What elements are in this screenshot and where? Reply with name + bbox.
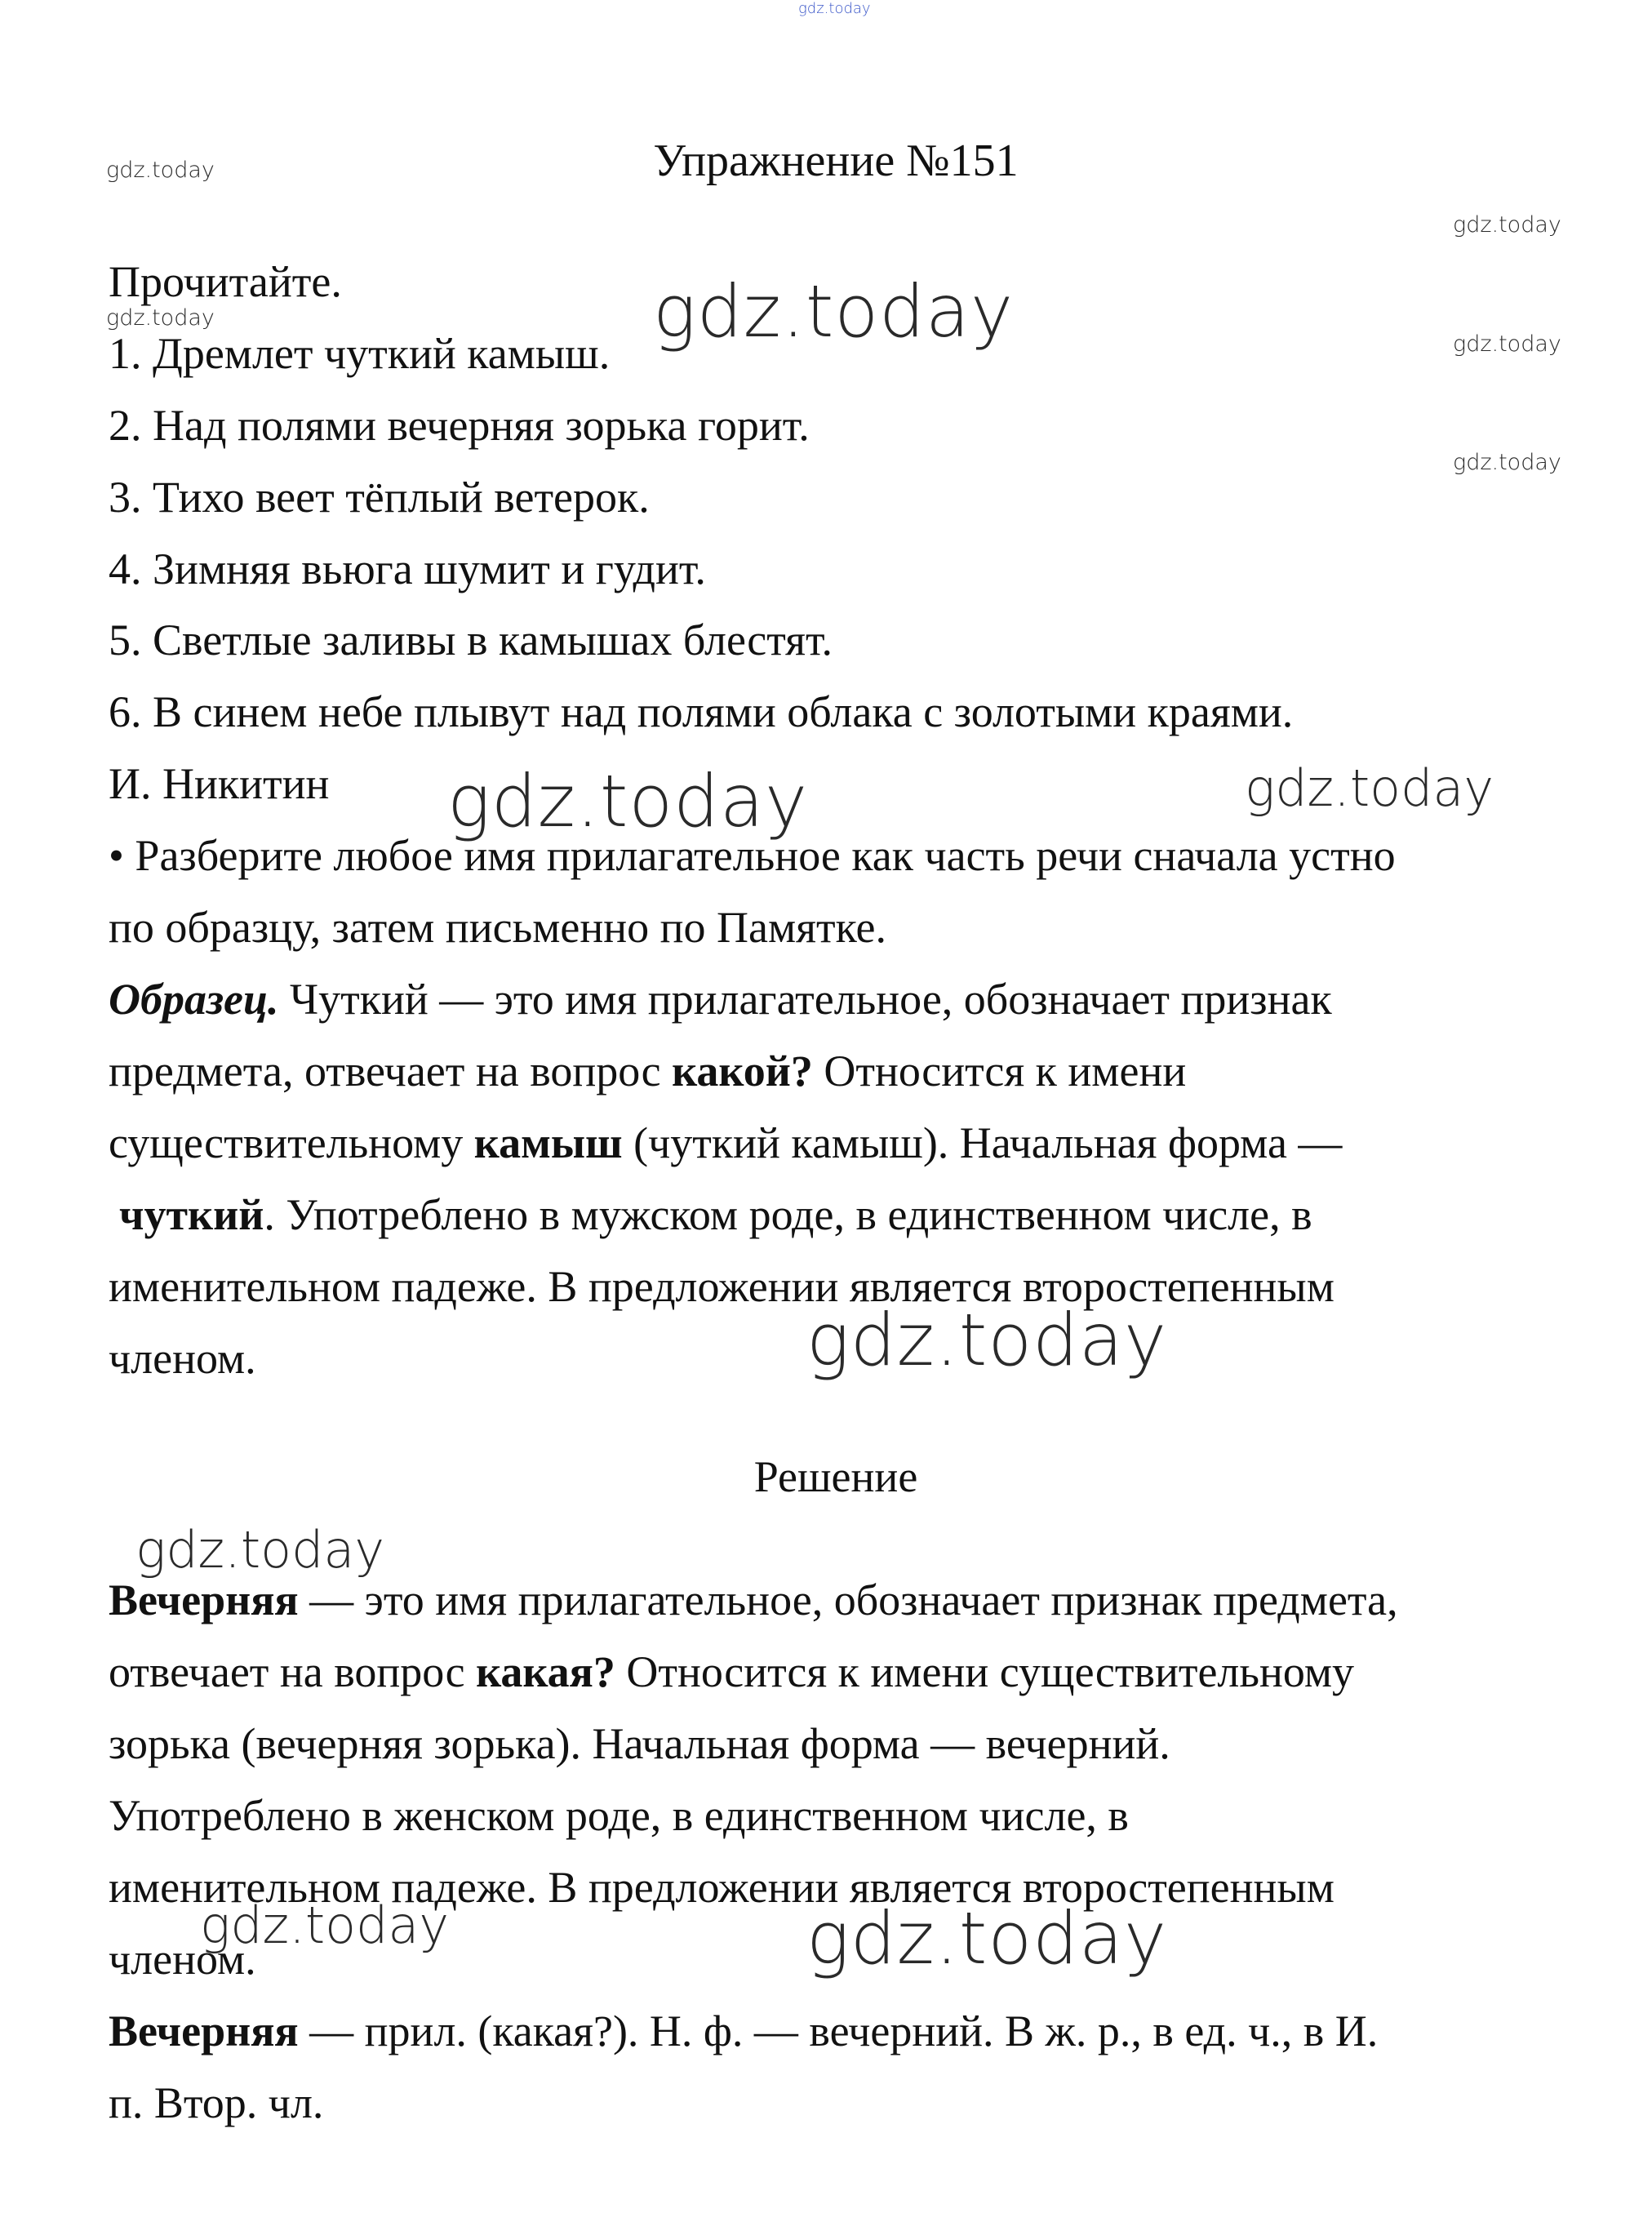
sentence-6: 6. В синем небе плывут над полями облака с золотыми краями.: [109, 687, 1294, 736]
watermark-top: gdz.today: [798, 0, 871, 17]
watermark-small: gdz.today: [1453, 450, 1561, 475]
watermark-medium: gdz.today: [135, 1520, 385, 1580]
sample-line-5: именительном падеже. В предложении является второстепенным: [109, 1262, 1334, 1311]
sample-line-1: Образец. Чуткий — это имя прилагательное, обозначает признак: [109, 975, 1332, 1024]
solution-line-2: отвечает на вопрос какая? Относится к имени существительному: [109, 1647, 1355, 1696]
watermark-large: gdz.today: [447, 759, 809, 843]
sample-label: Образец.: [109, 975, 279, 1024]
instruction: Прочитайте.: [109, 257, 342, 306]
watermark-medium: gdz.today: [1245, 758, 1494, 818]
watermark-medium: gdz.today: [200, 1895, 450, 1955]
sentence-4: 4. Зимняя вьюга шумит и гудит.: [109, 544, 706, 593]
solution-line-4: Употреблено в женском роде, в единственном числе, в: [109, 1791, 1129, 1840]
summary-line-1: Вечерняя — прил. (какая?). Н. ф. — вечерний. В ж. р., в ед. ч., в И.: [109, 2006, 1379, 2055]
solution-line-3: зорька (вечерняя зорька). Начальная форма — вечерний.: [109, 1719, 1170, 1768]
task-line-1: • Разберите любое имя прилагательное как часть речи сначала устно: [109, 831, 1396, 880]
watermark-large: gdz.today: [806, 1896, 1168, 1980]
watermark-small: gdz.today: [106, 158, 215, 183]
sample-line-3: существительному камыш (чуткий камыш). Начальная форма —: [109, 1118, 1343, 1167]
sentence-1: 1. Дремлет чуткий камыш.: [109, 329, 611, 378]
solution-line-6: членом.: [109, 1935, 256, 1984]
author: И. Никитин: [109, 759, 330, 808]
sample-line-6: членом.: [109, 1334, 256, 1383]
solution-heading: Решение: [753, 1452, 918, 1501]
watermark-small: gdz.today: [1453, 331, 1561, 357]
solution-line-5: именительном падеже. В предложении является второстепенным: [109, 1863, 1334, 1912]
watermark-large: gdz.today: [806, 1298, 1168, 1382]
watermark-small: gdz.today: [106, 305, 215, 331]
sentence-5: 5. Светлые заливы в камышах блестят.: [109, 615, 833, 664]
exercise-title: Упражнение №151: [653, 136, 1019, 186]
sentence-2: 2. Над полями вечерняя зорька горит.: [109, 401, 810, 450]
task-line-2: по образцу, затем письменно по Памятке.: [109, 903, 886, 952]
watermark-small: gdz.today: [1453, 212, 1561, 238]
watermark-large: gdz.today: [653, 269, 1015, 353]
sample-line-2: предмета, отвечает на вопрос какой? Относится к имени: [109, 1047, 1187, 1095]
solution-line-1: Вечерняя — это имя прилагательное, обозначает признак предмета,: [109, 1575, 1398, 1624]
sentence-3: 3. Тихо веет тёплый ветерок.: [109, 473, 650, 522]
summary-line-2: п. Втор. чл.: [109, 2078, 324, 2127]
sample-line-4: чуткий. Употреблено в мужском роде, в единственном числе, в: [119, 1190, 1312, 1239]
